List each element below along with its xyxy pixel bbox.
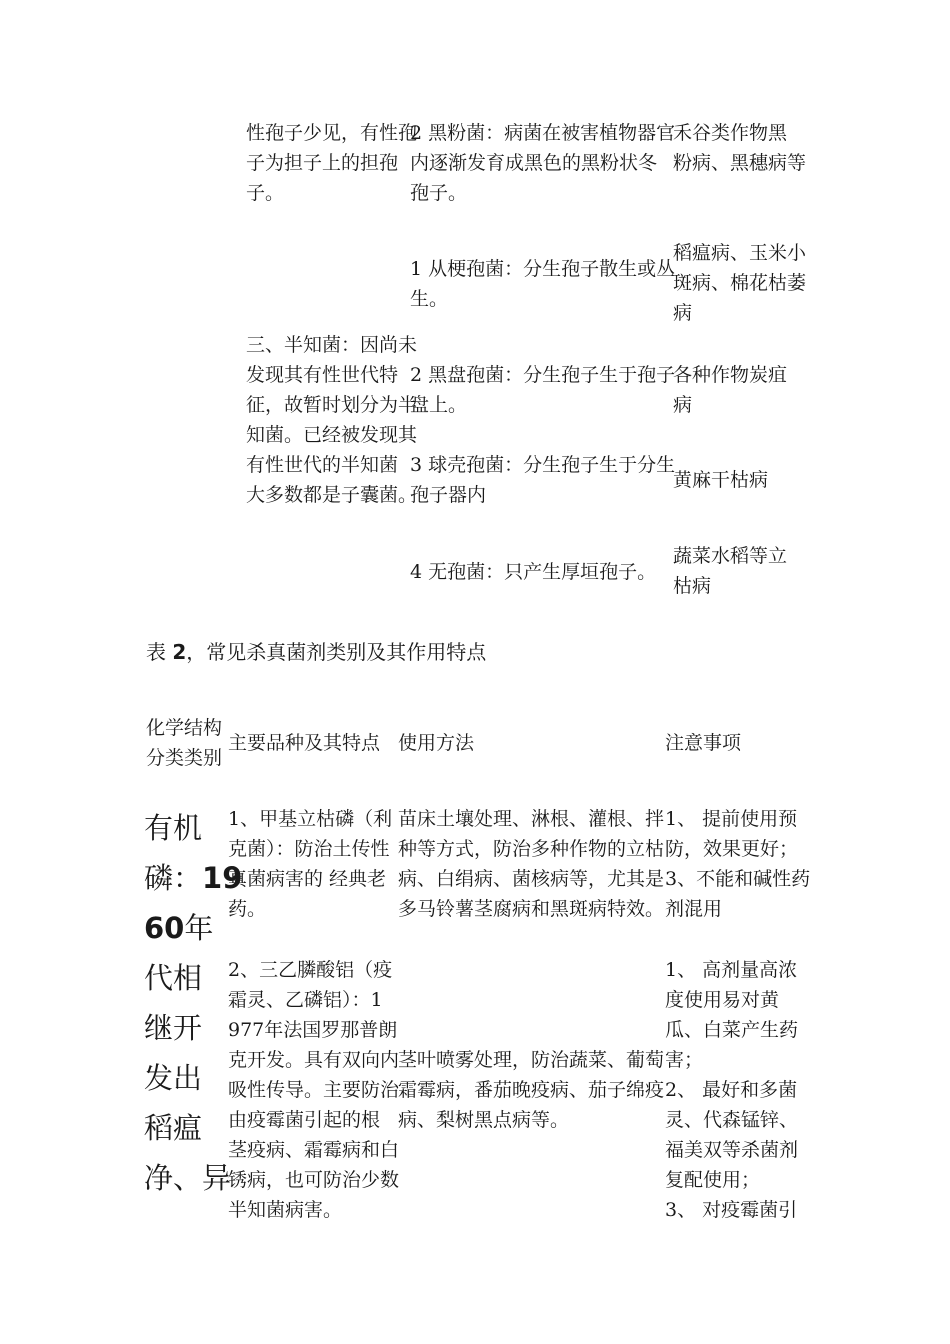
t1-col3-line: 蔬菜水稻等立 — [673, 545, 788, 567]
category-line: 稻瘟 — [144, 1111, 203, 1145]
category-line: 继开 — [144, 1011, 203, 1045]
t1-col2-line: 内逐渐发育成黑色的黑粉状冬 — [410, 152, 658, 174]
t1-col1-line: 子为担子上的担孢 — [246, 152, 399, 174]
notes-line: 灵、代森锰锌、 — [665, 1109, 799, 1131]
caption-text: ，常见杀真菌剂类别及其作用特点 — [186, 640, 487, 664]
t1-col2-line: 3 球壳孢菌：分生孢子生于分生 — [410, 454, 676, 476]
table2-caption — [146, 637, 486, 667]
product-line: 克菌）：防治土传性 — [228, 838, 390, 860]
notes-line: 害； — [665, 1049, 704, 1071]
header-col2: 主要品种及其特点 — [228, 732, 381, 754]
notes-line: 福美双等杀菌剂 — [665, 1139, 799, 1161]
product-line: 半知菌病害。 — [228, 1199, 343, 1221]
header-col4: 注意事项 — [665, 732, 742, 754]
category-line: 代相 — [144, 961, 203, 995]
category-line: 发出 — [144, 1061, 203, 1095]
category-line: 净、异 — [144, 1161, 232, 1195]
method-line: 茎叶喷雾处理，防治蔬菜、葡萄 — [398, 1049, 665, 1071]
method-line: 病、白绢病、菌核病等，尤其是 — [398, 868, 665, 890]
product-line: 真菌病害的 经典老 — [228, 868, 387, 890]
product-line: 茎疫病、霜霉病和白 — [228, 1139, 400, 1161]
category-text: 磷： — [144, 861, 203, 895]
notes-line: 防，效果更好； — [665, 838, 799, 860]
t1-col1-line: 有性世代的半知菌 — [246, 454, 399, 476]
notes-line: 1、 提前使用预 — [665, 808, 798, 830]
t1-col1-line: 发现其有性世代特 — [246, 364, 399, 386]
category-line — [144, 903, 213, 953]
t1-col1-line: 子。 — [246, 182, 285, 204]
t1-col2-line: 1 从梗孢菌：分生孢子散生或丛 — [410, 258, 676, 280]
t1-col3-line: 各种作物炭疽 — [673, 364, 788, 386]
category-number: 19 — [202, 861, 243, 895]
product-line: 977年法国罗那普朗 — [228, 1019, 398, 1041]
t1-col2-line: 2 黑粉菌：病菌在被害植物器官 — [410, 122, 676, 144]
method-line: 病、梨树黑点病等。 — [398, 1109, 570, 1131]
header-col1-line: 分类类别 — [146, 747, 223, 769]
category-line: 有机 — [144, 811, 203, 845]
header-col3: 使用方法 — [398, 732, 475, 754]
t1-col2-line: 孢子器内 — [410, 484, 487, 506]
method-line: 苗床土壤处理、淋根、灌根、拌 — [398, 808, 665, 830]
product-line: 由疫霉菌引起的根 — [228, 1109, 381, 1131]
notes-line: 剂混用 — [665, 898, 723, 920]
t1-col3-line: 粉病、黑穗病等 — [673, 152, 807, 174]
t1-col2-line: 4 无孢菌：只产生厚垣孢子。 — [410, 561, 657, 583]
notes-line: 复配使用； — [665, 1169, 761, 1191]
notes-line: 2、 最好和多菌 — [665, 1079, 798, 1101]
product-line: 锈病，也可防治少数 — [228, 1169, 400, 1191]
product-line: 霜灵、乙磷铝）：1 — [228, 989, 383, 1011]
t1-col2-line: 生。 — [410, 288, 449, 310]
t1-col1-line: 三、半知菌：因尚未 — [246, 334, 418, 356]
t1-col1-line: 知菌。已经被发现其 — [246, 424, 418, 446]
product-line: 克开发。具有双向内 — [228, 1049, 400, 1071]
t1-col3-line: 病 — [673, 302, 693, 324]
t1-col1-line: 征，故暂时划分为半 — [246, 394, 418, 416]
t1-col2-line: 孢子。 — [410, 182, 468, 204]
t1-col2-line: 2 黑盘孢菌：分生孢子生于孢子 — [410, 364, 676, 386]
t1-col3-line: 禾谷类作物黑 — [673, 122, 788, 144]
notes-line: 3、 对疫霉菌引 — [665, 1199, 798, 1221]
method-line: 多马铃薯茎腐病和黑斑病特效。 — [398, 898, 665, 920]
t1-col3-line: 斑病、棉花枯萎 — [673, 272, 807, 294]
t1-col3-line: 稻瘟病、玉米小 — [673, 242, 807, 264]
product-line: 1、甲基立枯磷（利 — [228, 808, 393, 830]
t1-col3-line: 枯病 — [673, 575, 712, 597]
t1-col2-line: 盘上。 — [410, 394, 468, 416]
caption-number: 2 — [172, 640, 187, 664]
caption-prefix: 表 — [146, 640, 166, 664]
product-line: 药。 — [228, 898, 267, 920]
header-col1-line: 化学结构 — [146, 717, 223, 739]
product-line: 2、三乙膦酸铝（疫 — [228, 959, 393, 981]
t1-col1-line: 性孢子少见，有性孢 — [246, 122, 418, 144]
category-number: 60 — [144, 911, 185, 945]
t1-col3-line: 病 — [673, 394, 693, 416]
category-text: 年 — [184, 911, 214, 945]
notes-line: 度使用易对黄 — [665, 989, 780, 1011]
t1-col1-line: 大多数都是子囊菌。 — [246, 484, 418, 506]
method-line: 种等方式，防治多种作物的立枯 — [398, 838, 665, 860]
product-line: 吸性传导。主要防治 — [228, 1079, 400, 1101]
notes-line: 瓜、白菜产生药 — [665, 1019, 799, 1041]
notes-line: 3、不能和碱性药 — [665, 868, 811, 890]
notes-line: 1、 高剂量高浓 — [665, 959, 798, 981]
t1-col3-line: 黄麻干枯病 — [673, 469, 769, 491]
method-line: 霜霉病，番茄晚疫病、茄子绵疫 — [398, 1079, 665, 1101]
